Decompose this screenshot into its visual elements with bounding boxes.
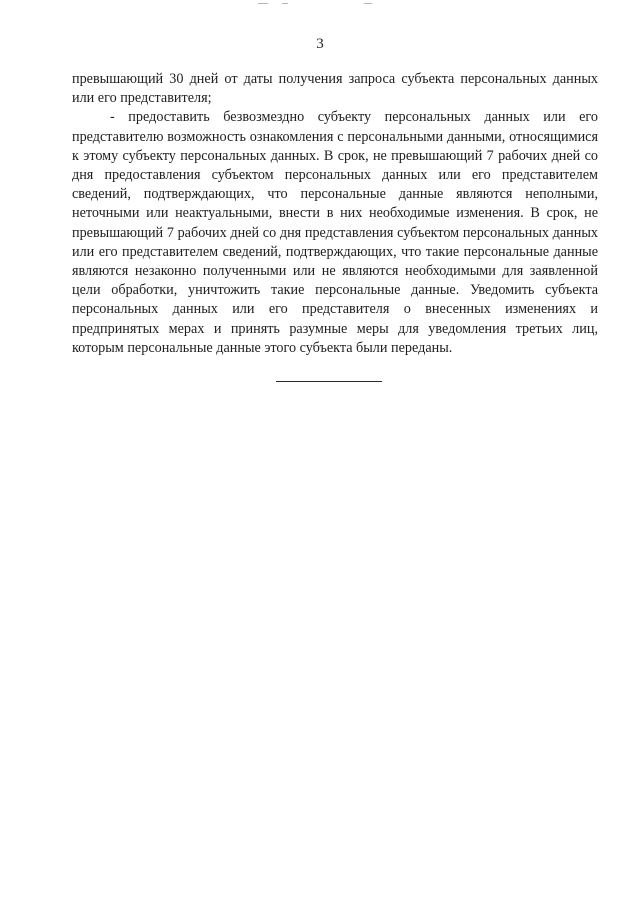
- scan-artifact: [282, 3, 288, 4]
- document-body: [72, 70, 598, 358]
- scan-artifact: [364, 3, 372, 4]
- end-of-text-rule: [276, 381, 382, 382]
- page-number: 3: [316, 36, 324, 52]
- paragraph-list-item: - предоставить безвозмездно субъекту персональных данных или его представителю возможность ознакомления с персональными данными, относящимися к этому субъекту персональных данных. В срок, не превышающий 7 рабочих дней со дня предоставления субъектом персональных данных или его представителем сведений, подтверждающих, что персональные данные являются неполными, неточными или неактуальными, внести в них необходимые изменения. В срок, не превышающий 7 рабочих дней со дня представления субъектом персональных данных или его представителем сведений, подтверждающих, что такие персональные данные являются незаконно полученными или не являются необходимыми для заявленной цели обработки, уничтожить такие персональные данные. Уведомить субъекта персональных данных или его представителя о внесенных изменениях и предпринятых мерах и принять разумные меры для уведомления третьих лиц, которым персональные данные этого субъекта были переданы.: [72, 109, 598, 356]
- paragraph-continuation: превышающий 30 дней от даты получения запроса субъекта персональных данных или его представителя;: [72, 71, 598, 107]
- scan-artifact: [258, 3, 268, 4]
